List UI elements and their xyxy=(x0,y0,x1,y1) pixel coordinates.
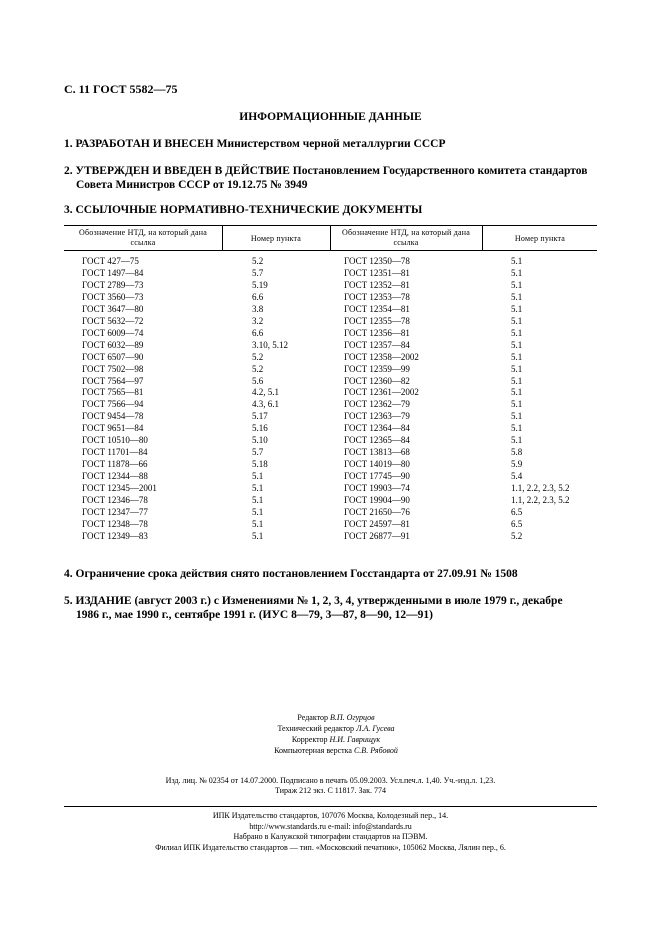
layout-name: С.В. Рябовой xyxy=(353,746,398,755)
proofreader-line xyxy=(236,734,436,745)
license-line: Тираж 212 экз. С 11817. Зак. 774 xyxy=(275,786,386,795)
table-divider xyxy=(330,225,331,250)
table-cell-item: 5.6 xyxy=(252,375,264,386)
table-cell-item: 5.1 xyxy=(252,483,264,494)
table-cell-doc: ГОСТ 12351—81 xyxy=(344,267,410,278)
footer-line: Филиал ИПК Издательство стандартов — тип. «Московский печатник», 105062 Москва, Лялин пер., 6. xyxy=(155,842,506,852)
table-cell-item: 5.2 xyxy=(252,256,264,266)
table-cell-item: 5.1 xyxy=(511,291,523,302)
table-cell-doc: ГОСТ 12352—81 xyxy=(344,279,410,290)
table-cell-item: 5.19 xyxy=(252,279,268,290)
page-header: С. 11 ГОСТ 5582—75 xyxy=(64,82,178,96)
layout-label: Компьютерная верстка xyxy=(274,746,352,755)
table-cell-item: 4.2, 5.1 xyxy=(252,387,279,398)
left-docs-column xyxy=(82,256,157,543)
table-cell-doc: ГОСТ 12350—78 xyxy=(344,256,410,266)
layout-line xyxy=(236,745,436,756)
table-cell-doc: ГОСТ 14019—80 xyxy=(344,459,410,470)
section-2-line2: Совета Министров СССР от 19.12.75 № 3949 xyxy=(76,179,308,191)
table-cell-doc: ГОСТ 7565—81 xyxy=(82,387,144,398)
table-cell-doc: ГОСТ 10510—80 xyxy=(82,435,148,446)
table-cell-doc: ГОСТ 12344—88 xyxy=(82,471,148,482)
section-2 xyxy=(64,164,604,192)
table-cell-item: 5.7 xyxy=(252,267,264,278)
tech-editor-name: Л.А. Гусева xyxy=(356,724,395,733)
table-cell-doc: ГОСТ 21650—76 xyxy=(344,507,410,518)
table-cell-item: 5.4 xyxy=(511,471,523,482)
section-5-line2: 1986 г., мае 1990 г., сентябре 1991 г. (ИУС 8—79, 3—87, 8—90, 12—91) xyxy=(76,609,433,621)
table-cell-doc: ГОСТ 12365—84 xyxy=(344,435,410,446)
proofreader-name: Н.И. Гаврищук xyxy=(329,735,381,744)
right-docs-column xyxy=(344,256,419,543)
table-cell-item: 5.7 xyxy=(252,447,264,458)
table-cell-doc: ГОСТ 3647—80 xyxy=(82,303,144,314)
proofreader-label: Корректор xyxy=(291,735,328,744)
tech-editor-line xyxy=(236,723,436,734)
tech-editor-label: Технический редактор xyxy=(277,724,355,733)
editor-name: В.П. Огурцов xyxy=(330,713,375,722)
section-2-line1: 2. УТВЕРЖДЕН И ВВЕДЕН В ДЕЙСТВИЕ Постановлением Государственного комитета стандартов xyxy=(64,165,588,177)
table-cell-doc: ГОСТ 12362—79 xyxy=(344,399,410,410)
table-header-doc-left: Обозначение НТД, на который дана ссылка xyxy=(79,228,207,247)
table-cell-item: 3.8 xyxy=(252,303,264,314)
license-block xyxy=(0,776,661,796)
table-cell-item: 5.1 xyxy=(511,303,523,314)
table-header-item-left: Номер пункта xyxy=(250,234,302,243)
table-cell-item: 5.1 xyxy=(511,315,523,326)
editors-block xyxy=(236,712,436,756)
table-cell-doc: ГОСТ 12355—78 xyxy=(344,315,410,326)
table-cell-item: 5.2 xyxy=(511,530,523,541)
section-4: 4. Ограничение срока действия снято постановлением Госстандарта от 27.09.91 № 1508 xyxy=(64,568,518,580)
table-cell-item: 5.2 xyxy=(252,351,264,362)
table-cell-item: 1.1, 2.2, 2.3, 5.2 xyxy=(511,495,570,506)
table-cell-item: 5.17 xyxy=(252,411,268,422)
table-cell-doc: ГОСТ 12357—84 xyxy=(344,339,410,350)
table-cell-doc: ГОСТ 26877—91 xyxy=(344,530,410,541)
right-items-column xyxy=(511,256,570,543)
table-cell-doc: ГОСТ 12348—78 xyxy=(82,518,148,529)
table-cell-item: 6.5 xyxy=(511,507,523,518)
table-cell-doc: ГОСТ 12356—81 xyxy=(344,327,410,338)
table-cell-doc: ГОСТ 12347—77 xyxy=(82,507,148,518)
table-header-doc-right: Обозначение НТД, на который дана ссылка xyxy=(342,228,470,247)
table-cell-item: 5.1 xyxy=(511,363,523,374)
table-cell-doc: ГОСТ 6032—89 xyxy=(82,339,144,350)
table-cell-doc: ГОСТ 5632—72 xyxy=(82,315,144,326)
table-cell-item: 5.9 xyxy=(511,459,523,470)
table-cell-doc: ГОСТ 12349—83 xyxy=(82,530,148,541)
table-cell-doc: ГОСТ 12360—82 xyxy=(344,375,410,386)
table-cell-item: 5.1 xyxy=(252,507,264,518)
table-cell-doc: ГОСТ 7502—98 xyxy=(82,363,144,374)
table-cell-item: 5.1 xyxy=(511,375,523,386)
table-cell-item: 6.5 xyxy=(511,518,523,529)
table-cell-doc: ГОСТ 9651—84 xyxy=(82,423,144,434)
table-header-border xyxy=(64,250,597,251)
table-cell-doc: ГОСТ 19903—74 xyxy=(344,483,410,494)
table-cell-doc: ГОСТ 12359—99 xyxy=(344,363,410,374)
table-cell-doc: ГОСТ 427—75 xyxy=(82,256,139,266)
table-cell-item: 5.1 xyxy=(511,267,523,278)
table-cell-doc: ГОСТ 11701—84 xyxy=(82,447,148,458)
table-cell-doc: ГОСТ 12346—78 xyxy=(82,495,148,506)
table-cell-doc: ГОСТ 17745—90 xyxy=(344,471,410,482)
footer-line: http://www.standards.ru e-mail: info@standards.ru xyxy=(249,821,412,831)
table-cell-item: 5.8 xyxy=(511,447,523,458)
footer-divider xyxy=(64,806,597,807)
table-cell-doc: ГОСТ 11878—66 xyxy=(82,459,148,470)
table-divider xyxy=(482,225,483,250)
section-5 xyxy=(64,594,604,622)
table-cell-item: 6.6 xyxy=(252,291,264,302)
table-cell-doc: ГОСТ 12364—84 xyxy=(344,423,410,434)
table-cell-doc: ГОСТ 24597—81 xyxy=(344,518,410,529)
section-title: ИНФОРМАЦИОННЫЕ ДАННЫЕ xyxy=(239,111,422,123)
table-cell-item: 5.1 xyxy=(511,339,523,350)
table-cell-item: 5.18 xyxy=(252,459,268,470)
section-3: 3. ССЫЛОЧНЫЕ НОРМАТИВНО-ТЕХНИЧЕСКИЕ ДОКУМЕНТЫ xyxy=(64,204,423,216)
table-cell-item: 5.1 xyxy=(252,530,264,541)
table-cell-doc: ГОСТ 13813—68 xyxy=(344,447,410,458)
footer-line: Набрано в Калужской типографии стандартов на ПЭВМ. xyxy=(233,832,428,841)
table-cell-doc: ГОСТ 12361—2002 xyxy=(344,387,419,398)
table-cell-doc: ГОСТ 12358—2002 xyxy=(344,351,419,362)
table-cell-doc: ГОСТ 2789—73 xyxy=(82,279,144,290)
table-cell-doc: ГОСТ 7566—94 xyxy=(82,399,144,410)
table-cell-item: 5.1 xyxy=(511,423,523,434)
editor-line xyxy=(236,712,436,723)
table-cell-item: 5.1 xyxy=(252,518,264,529)
table-divider xyxy=(222,225,223,250)
table-cell-doc: ГОСТ 7564—97 xyxy=(82,375,144,386)
license-line: Изд. лиц. № 02354 от 14.07.2000. Подписано в печать 05.09.2003. Усл.печ.л. 1,40. Уч.-изд.л. 1,23. xyxy=(165,776,496,785)
table-cell-doc: ГОСТ 3560—73 xyxy=(82,291,144,302)
table-cell-doc: ГОСТ 19904—90 xyxy=(344,495,410,506)
table-cell-item: 5.1 xyxy=(252,471,264,482)
table-cell-doc: ГОСТ 9454—78 xyxy=(82,411,144,422)
table-cell-item: 3.10, 5.12 xyxy=(252,339,288,350)
publisher-footer xyxy=(0,811,661,853)
table-cell-item: 5.1 xyxy=(511,399,523,410)
section-5-line1: 5. ИЗДАНИЕ (август 2003 г.) с Изменениями № 1, 2, 3, 4, утвержденными в июле 1979 г., декабре xyxy=(64,595,563,607)
table-cell-item: 5.10 xyxy=(252,435,268,446)
table-cell-item: 3.2 xyxy=(252,315,264,326)
table-cell-item: 5.1 xyxy=(511,256,523,266)
footer-line: ИПК Издательство стандартов, 107076 Москва, Колодезный пер., 14. xyxy=(212,811,449,820)
section-1: 1. РАЗРАБОТАН И ВНЕСЕН Министерством черной металлургии СССР xyxy=(64,138,446,150)
table-cell-item: 5.1 xyxy=(511,351,523,362)
table-cell-doc: ГОСТ 12354—81 xyxy=(344,303,410,314)
table-cell-item: 5.1 xyxy=(511,327,523,338)
table-cell-item: 4.3, 6.1 xyxy=(252,399,279,410)
table-cell-item: 5.2 xyxy=(252,363,264,374)
left-items-column xyxy=(252,256,288,543)
table-cell-item: 5.1 xyxy=(252,495,264,506)
table-cell-item: 5.1 xyxy=(511,387,523,398)
table-cell-doc: ГОСТ 6009—74 xyxy=(82,327,144,338)
table-cell-doc: ГОСТ 12353—78 xyxy=(344,291,410,302)
table-cell-doc: ГОСТ 6507—90 xyxy=(82,351,144,362)
table-header-item-right: Номер пункта xyxy=(514,234,566,243)
table-cell-item: 1.1, 2.2, 2.3, 5.2 xyxy=(511,483,570,494)
table-cell-doc: ГОСТ 1497—84 xyxy=(82,267,144,278)
table-cell-doc: ГОСТ 12363—79 xyxy=(344,411,410,422)
table-cell-item: 6.6 xyxy=(252,327,264,338)
table-cell-item: 5.1 xyxy=(511,411,523,422)
table-cell-item: 5.1 xyxy=(511,435,523,446)
table-cell-item: 5.16 xyxy=(252,423,268,434)
editor-label: Редактор xyxy=(297,713,328,722)
table-cell-doc: ГОСТ 12345—2001 xyxy=(82,483,157,494)
table-cell-item: 5.1 xyxy=(511,279,523,290)
